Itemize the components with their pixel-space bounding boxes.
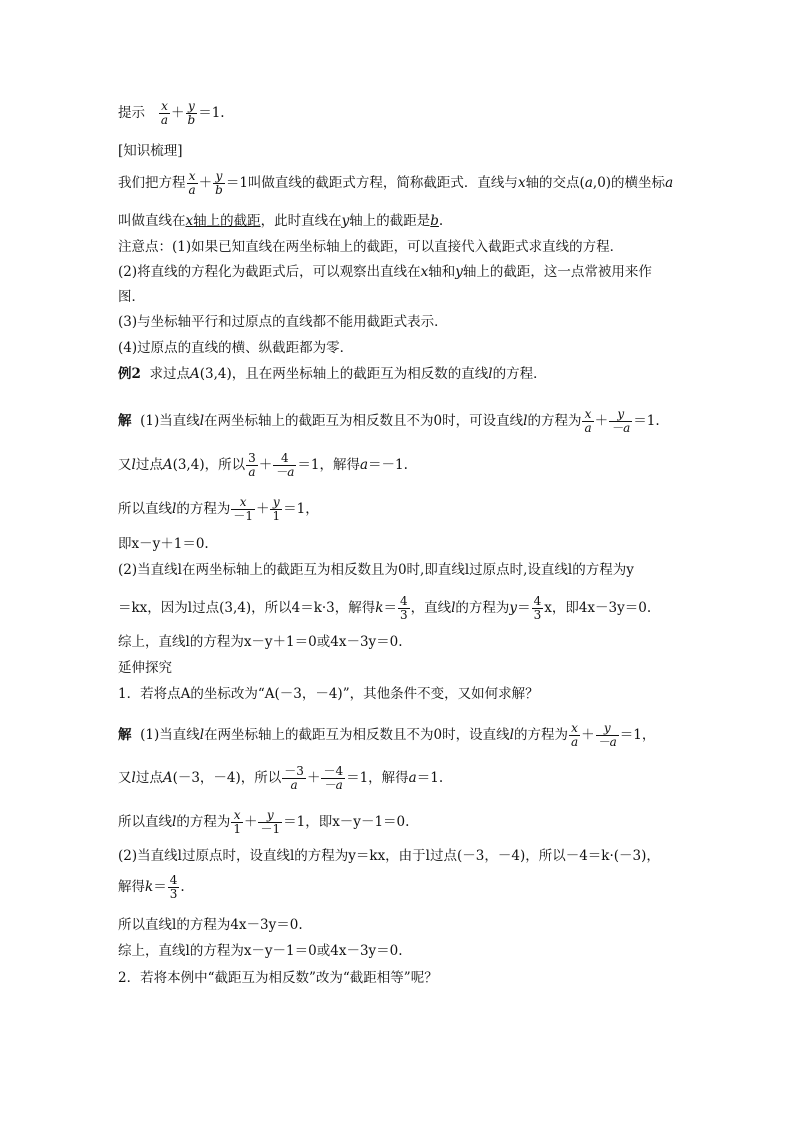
frac-x-a: $\frac{x}{a}$: [584, 407, 592, 435]
question-2: 2．若将本例中“截距互为相反数”改为“截距相等”呢？: [118, 970, 438, 986]
note-2: (2)将直线的方程化为截距式后，可以观察出直线在x轴和y轴上的截距，这一点常被用来作: [118, 264, 652, 280]
frac-y-neg-1: $\frac{y}{-1}$: [260, 808, 281, 836]
solution-line-6: ＝kx，因为l过点(3,4)，所以4＝k·3，解得k＝ $\frac{4}{3}$ ，直线l的方程为y＝ $\frac{4}{3}$ x，即4x－3y＝0.: [118, 594, 652, 622]
note-1: 注意点：(1)如果已知直线在两坐标轴上的截距，可以直接代入截距式求直线的方程．: [118, 239, 624, 255]
hint-label: 提示: [118, 105, 145, 121]
section-title: [知识梳理]: [118, 143, 183, 159]
frac-x-a: $\frac{x}{a}$: [160, 99, 169, 127]
frac-neg4-neg-a: $\frac{-4}{-a}$: [323, 764, 344, 792]
frac-y-b: $\frac{y}{b}$: [187, 99, 196, 127]
frac-3-a: $\frac{3}{a}$: [248, 451, 256, 479]
frac-neg3-a: $\frac{-3}{a}$: [284, 764, 304, 792]
answer-1-line-1: 解 (1)当直线l在两坐标轴上的截距互为相反数且不为0时，设直线l的方程为 $\frac{x}{a}$ ＋ $\frac{y}{-a}$ ＝1，: [118, 721, 656, 749]
note-4: (4)过原点的直线的横、纵截距都为零．: [118, 340, 354, 356]
frac-y-1: $\frac{y}{1}$: [272, 495, 281, 523]
solution-line-2: 又l过点A(3,4)，所以 $\frac{3}{a}$ ＋ $\frac{4}{-a}$ ＝1，解得a＝－1.: [118, 451, 408, 479]
frac-x-a: $\frac{x}{a}$: [570, 721, 579, 749]
answer-1-line-2: 又l过点A(－3，－4)，所以 $\frac{-3}{a}$ ＋ $\frac{-4}{-a}$ ＝1，解得a＝1.: [118, 764, 444, 792]
frac-4-neg-a: $\frac{4}{-a}$: [275, 451, 295, 479]
answer-1-line-5: 解得k＝ $\frac{4}{3}$ .: [118, 873, 185, 901]
hint-line: 提示 $\frac{x}{a}$ ＋ $\frac{y}{b}$ ＝1.: [118, 99, 225, 127]
solution-line-3: 所以直线l的方程为 $\frac{x}{-1}$ ＋ $\frac{y}{1}$ ＝1，: [118, 495, 319, 523]
frac-y-b: $\frac{y}{b}$: [215, 169, 223, 197]
frac-x-1: $\frac{x}{1}$: [233, 808, 241, 836]
solution-line-5: (2)当直线l在两坐标轴上的截距互为相反数且为0时,即直线l过原点时,设直线l的方程为y: [118, 562, 634, 578]
frac-4-3: $\frac{4}{3}$: [399, 594, 408, 622]
solution-summary: 综上，直线l的方程为x－y＋1＝0或4x－3y＝0.: [118, 634, 403, 650]
frac-x-a: $\frac{x}{a}$: [188, 169, 196, 197]
answer-1-summary: 综上，直线l的方程为x－y－1＝0或4x－3y＝0.: [118, 943, 403, 959]
definition-line-2: 叫做直线在x轴上的截距，此时直线在y轴上的截距是b.: [118, 213, 444, 229]
example-2: 例2 求过点A(3,4)，且在两坐标轴上的截距互为相反数的直线l的方程．: [118, 366, 547, 382]
definition-line-1: 我们把方程 $\frac{x}{a}$ ＋ $\frac{y}{b}$ ＝1叫做直线的截距式方程，简称截距式．直线与x轴的交点(a,0)的横坐标a: [118, 169, 674, 197]
answer-1-line-6: 所以直线l的方程为4x－3y＝0.: [118, 917, 303, 933]
solution-line-1: 解 (1)当直线l在两坐标轴上的截距互为相反数且不为0时，可设直线l的方程为 $\frac{x}{a}$ ＋ $\frac{y}{-a}$ ＝1.: [118, 407, 660, 435]
frac-x-neg-1: $\frac{x}{-1}$: [233, 495, 253, 523]
answer-1-line-3: 所以直线l的方程为 $\frac{x}{1}$ ＋ $\frac{y}{-1}$ ＝1，即x－y－1＝0.: [118, 808, 410, 836]
extension-title: 延伸探究: [118, 660, 172, 676]
solution-line-4: 即x－y＋1＝0.: [118, 536, 209, 552]
note-2-cont: 图．: [118, 289, 145, 305]
note-3: (3)与坐标轴平行和过原点的直线都不能用截距式表示．: [118, 314, 448, 330]
answer-1-line-4: (2)当直线l过原点时，设直线l的方程为y＝kx，由于l过点(－3，－4)，所以－4＝k·(－3)，: [118, 848, 660, 864]
frac-y-neg-a: $\frac{y}{-a}$: [597, 721, 617, 749]
frac-4-3: $\frac{4}{3}$: [533, 594, 542, 622]
frac-4-3: $\frac{4}{3}$: [169, 873, 178, 901]
question-1: 1．若将点A的坐标改为“A(－3，－4)”，其他条件不变，又如何求解？: [118, 686, 539, 702]
frac-y-neg-a: $\frac{y}{-a}$: [611, 407, 631, 435]
